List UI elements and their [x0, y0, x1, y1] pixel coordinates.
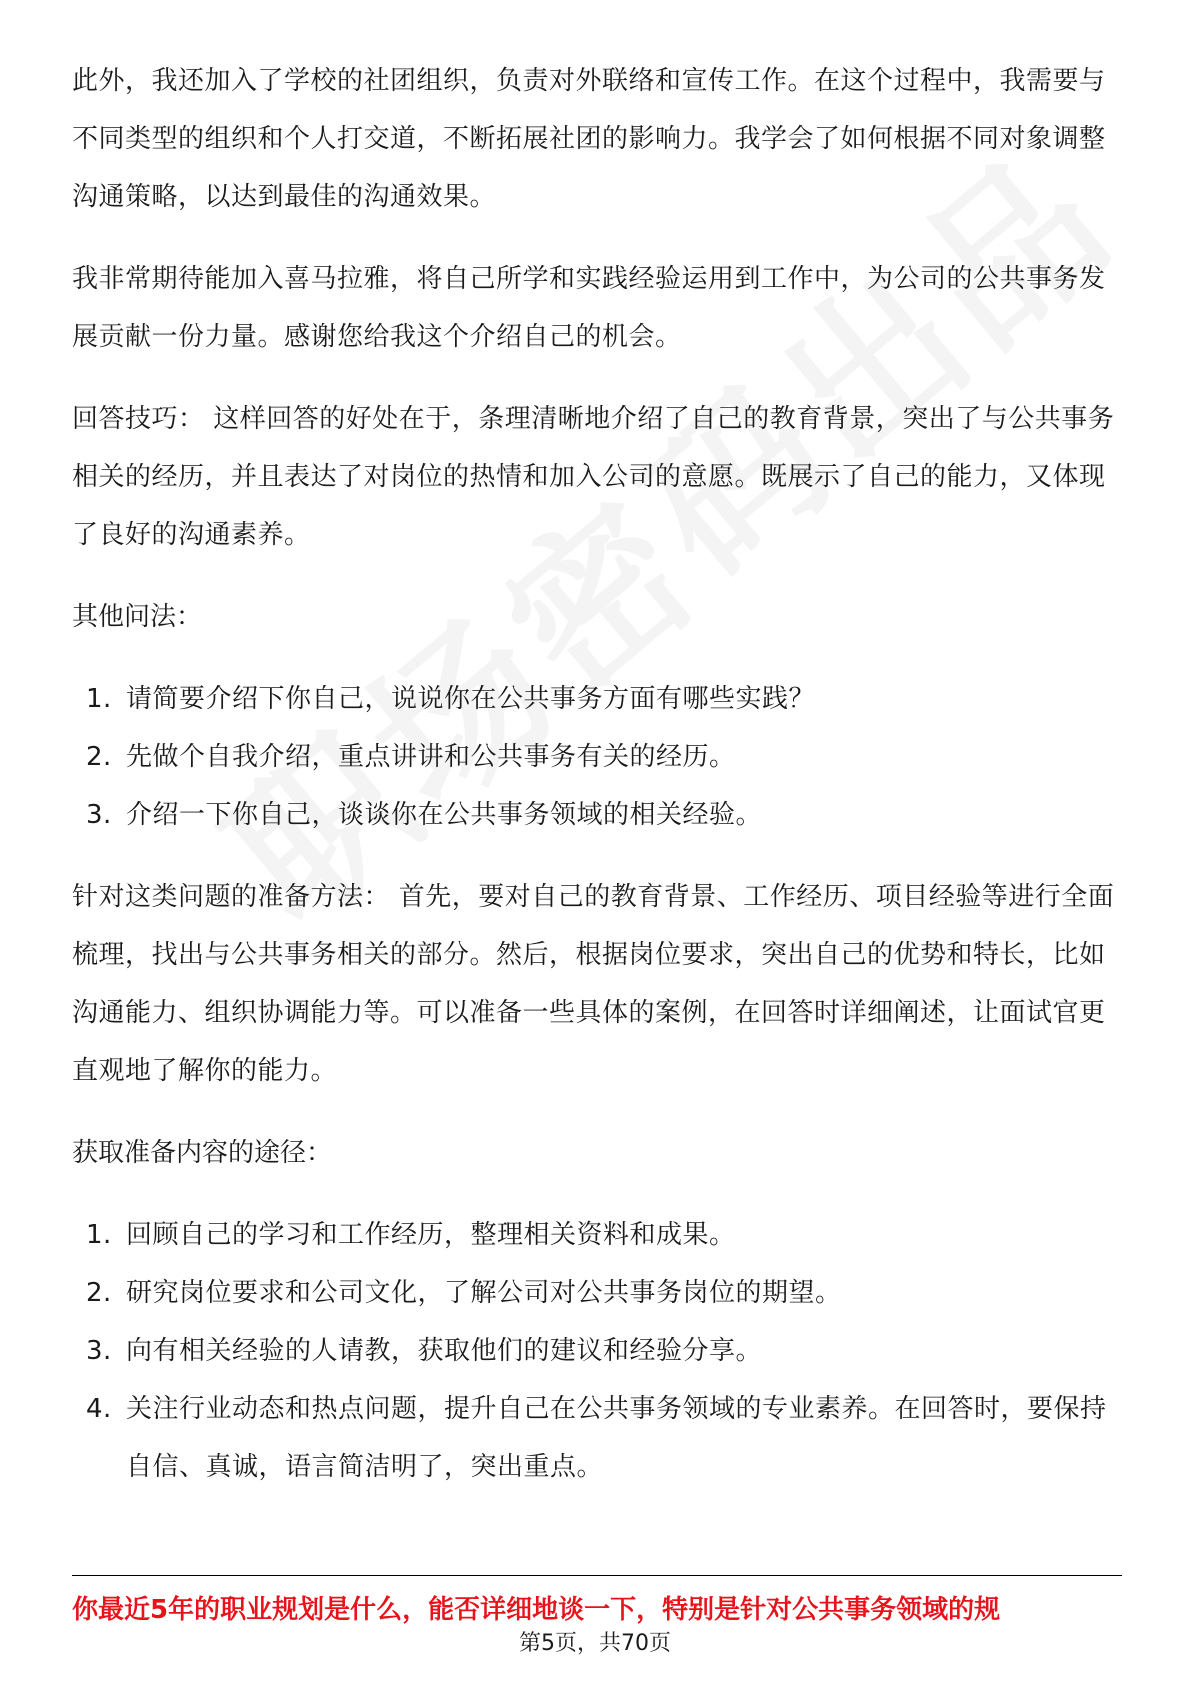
- list-item-number: 1.: [86, 1220, 112, 1250]
- list-item-number: 4.: [86, 1394, 112, 1424]
- list-item: [72, 1264, 1122, 1322]
- paragraph-preparation-method: 针对这类问题的准备方法： 首先，要对自己的教育背景、工作经历、项目经验等进行全面梳理，找出与公共事务相关的部分。然后，根据岗位要求，突出自己的优势和特长，比如沟通能力、组织协调能力等。可以准备一些具体的案例，在回答时详细阐述，让面试官更直观地了解你的能力。: [72, 882, 1115, 1086]
- list-item-text: 向有相关经验的人请教，获取他们的建议和经验分享。: [126, 1336, 763, 1366]
- sources-heading: 获取准备内容的途径：: [72, 1138, 333, 1168]
- list-item-number: 2.: [86, 742, 112, 772]
- other-questions-list: [72, 670, 1122, 844]
- list-item: [72, 1322, 1122, 1380]
- sources-list: [72, 1206, 1122, 1496]
- list-item: [72, 1380, 1122, 1496]
- list-item-number: 3.: [86, 1336, 112, 1366]
- list-item: [72, 1206, 1122, 1264]
- list-item: [72, 670, 1122, 728]
- list-item-text: 先做个自我介绍，重点讲讲和公共事务有关的经历。: [126, 742, 736, 772]
- list-item-number: 3.: [86, 800, 112, 830]
- list-item-text: 介绍一下你自己，谈谈你在公共事务领域的相关经验。: [126, 800, 763, 830]
- list-item-text: 回顾自己的学习和工作经历，整理相关资料和成果。: [126, 1220, 736, 1250]
- list-item-text: 研究岗位要求和公司文化，了解公司对公共事务岗位的期望。: [126, 1278, 842, 1308]
- list-item-number: 1.: [86, 684, 112, 714]
- other-questions-heading: 其他问法：: [72, 602, 203, 632]
- divider: [72, 1575, 1122, 1576]
- paragraph-answer-tips: 回答技巧： 这样回答的好处在于，条理清晰地介绍了自己的教育背景，突出了与公共事务相关的经历，并且表达了对岗位的热情和加入公司的意愿。既展示了自己的能力，又体现了良好的沟通素养。: [72, 404, 1115, 550]
- list-item-number: 2.: [86, 1278, 112, 1308]
- list-item-text: 关注行业动态和热点问题，提升自己在公共事务领域的专业素养。在回答时，要保持自信、真诚，语言简洁明了，突出重点。: [126, 1394, 1107, 1482]
- paragraph-closing: 我非常期待能加入喜马拉雅，将自己所学和实践经验运用到工作中，为公司的公共事务发展贡献一份力量。感谢您给我这个介绍自己的机会。: [72, 264, 1106, 352]
- paragraph-club-experience: 此外，我还加入了学校的社团组织，负责对外联络和宣传工作。在这个过程中，我需要与不同类型的组织和个人打交道，不断拓展社团的影响力。我学会了如何根据不同对象调整沟通策略，以达到最佳的沟通效果。: [72, 66, 1106, 212]
- page-number: 第5页，共70页: [519, 1631, 671, 1656]
- list-item: [72, 786, 1122, 844]
- document-body: [72, 52, 1122, 1520]
- list-item-text: 请简要介绍下你自己，说说你在公共事务方面有哪些实践？: [126, 684, 816, 714]
- list-item: [72, 728, 1122, 786]
- next-question-title: 你最近5年的职业规划是什么，能否详细地谈一下，特别是针对公共事务领域的规: [72, 1595, 1001, 1625]
